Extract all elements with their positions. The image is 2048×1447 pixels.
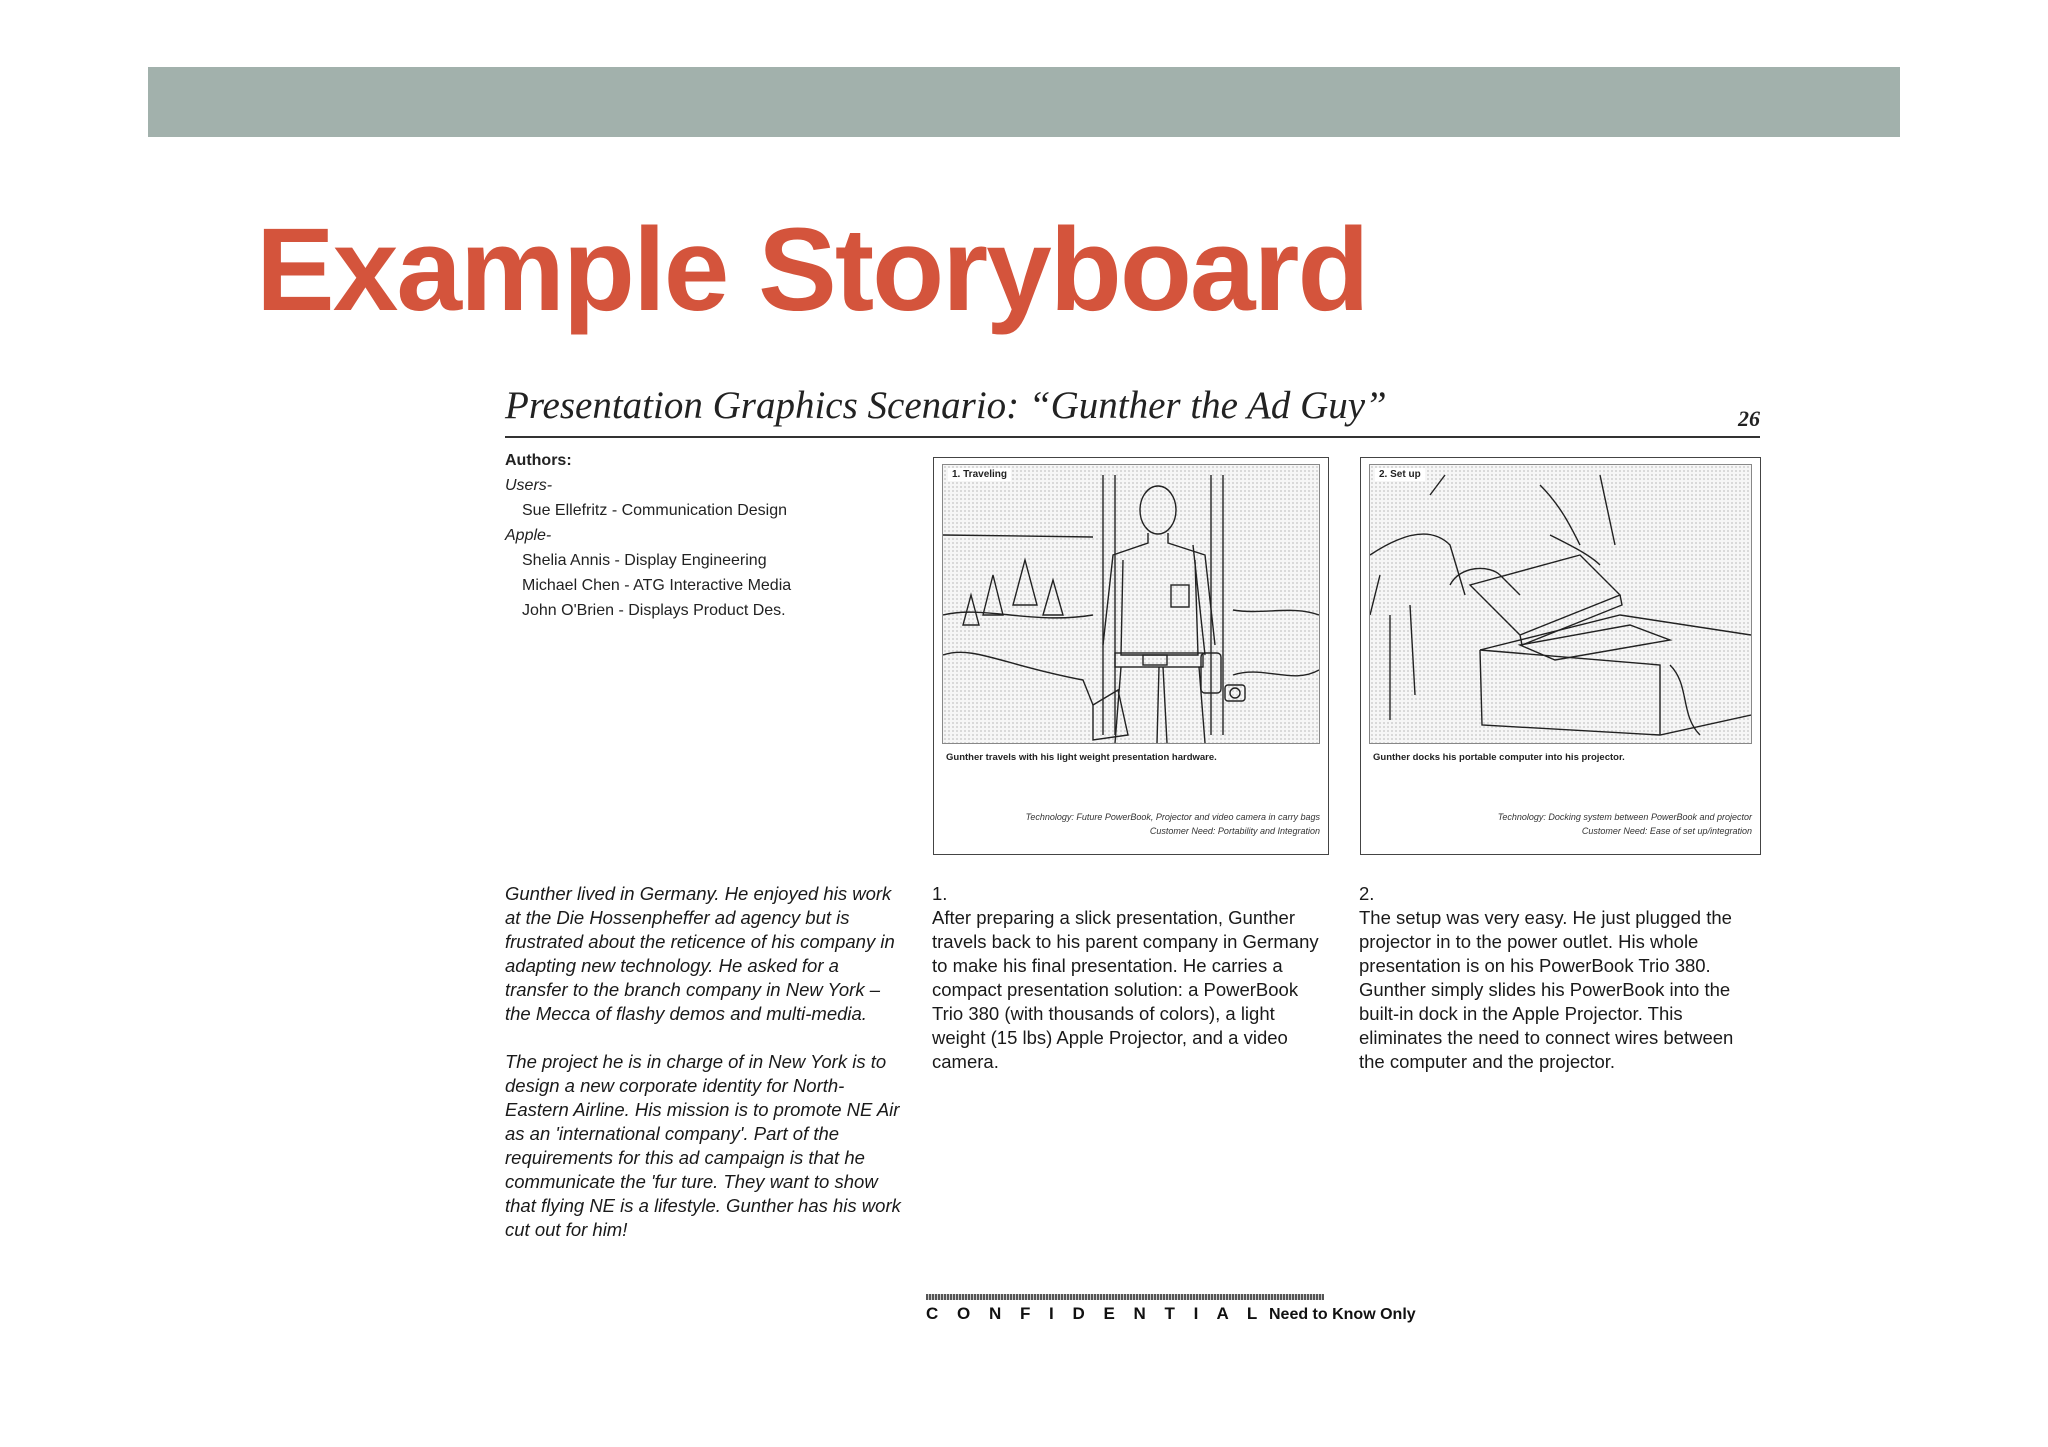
storyboard-frame-traveling xyxy=(933,457,1329,855)
traveling-sketch-image xyxy=(942,464,1320,744)
intro-paragraph: Gunther lived in Germany. He enjoyed his work at the Die Hossenpheffer ad agency but is frustrated about the reticence of his company in adapting new technology. He asked for a transfer to the branch company in New York – the Mecca of flashy demos and multi-media. xyxy=(505,883,895,1024)
need-to-know-label: Need to Know Only xyxy=(1268,1306,1416,1323)
header-band xyxy=(148,67,1900,137)
storyboard-frame-setup xyxy=(1360,457,1761,855)
confidential-label: C O N F I D E N T I A L xyxy=(926,1304,1265,1323)
traveler-sketch xyxy=(943,465,1319,743)
step-number: 1. xyxy=(932,883,948,904)
footer-rule xyxy=(926,1294,1324,1300)
frame-caption: Gunther travels with his light weight presentation hardware. xyxy=(946,752,1217,763)
authors-heading: Authors: xyxy=(505,452,572,469)
intro-narrative xyxy=(505,882,905,1266)
document-header xyxy=(505,378,1760,438)
step-2-text xyxy=(1359,882,1759,1098)
slide-title: Example Storyboard xyxy=(256,204,1368,336)
frame-meta xyxy=(1026,810,1320,838)
setup-sketch-image xyxy=(1369,464,1752,744)
intro-paragraph: The project he is in charge of in New York is to design a new corporate identity for North-Eastern Airline. His mission is to promote NE Air as an 'international company'. Part of the requirements for this ad campaign is that he communicate the 'fur ture. They want to show that flying NE is a lifestyle. Gunther has his work cut out for him! xyxy=(505,1051,901,1240)
author-name: Shelia Annis - Display Engineering xyxy=(522,552,767,569)
authors-block xyxy=(505,448,905,623)
step-1-text xyxy=(932,882,1332,1098)
author-group-apple: Apple- xyxy=(505,527,552,544)
frame-customer-need: Customer Need: Ease of set up/integration xyxy=(1581,826,1752,836)
page-number: 26 xyxy=(1738,406,1760,431)
author-name: Sue Ellefritz - Communication Design xyxy=(522,502,787,519)
frame-label: 1. Traveling xyxy=(948,468,1011,481)
frame-caption: Gunther docks his portable computer into his projector. xyxy=(1373,752,1625,763)
confidential-footer xyxy=(926,1304,1416,1324)
step-description: After preparing a slick presentation, Gunther travels back to his parent company in Germany to make his final presentation. He carries a compact presentation solution: a PowerBook Trio 380 (with thousands of colors), a light weight (15 lbs) Apple Projector, and a video camera. xyxy=(932,907,1319,1072)
scenario-title: Presentation Graphics Scenario: “Gunther the Ad Guy” xyxy=(505,384,1387,427)
author-name: Michael Chen - ATG Interactive Media xyxy=(522,577,792,594)
frame-meta xyxy=(1498,810,1752,838)
author-name: John O'Brien - Displays Product Des. xyxy=(522,602,786,619)
step-description: The setup was very easy. He just plugged the projector in to the power outlet. His whole presentation is on his PowerBook Trio 380. Gunther simply slides his PowerBook into the built-in dock in the Apple Projector. This eliminates the need to connect wires between the computer and the projector. xyxy=(1359,907,1734,1072)
frame-technology: Technology: Docking system between PowerBook and projector xyxy=(1497,812,1752,822)
frame-label: 2. Set up xyxy=(1375,468,1425,481)
docking-sketch xyxy=(1370,465,1751,743)
step-number: 2. xyxy=(1359,883,1375,904)
author-group-users: Users- xyxy=(505,477,553,494)
frame-technology: Technology: Future PowerBook, Projector and video camera in carry bags xyxy=(1025,812,1320,822)
frame-customer-need: Customer Need: Portability and Integration xyxy=(1149,826,1320,836)
